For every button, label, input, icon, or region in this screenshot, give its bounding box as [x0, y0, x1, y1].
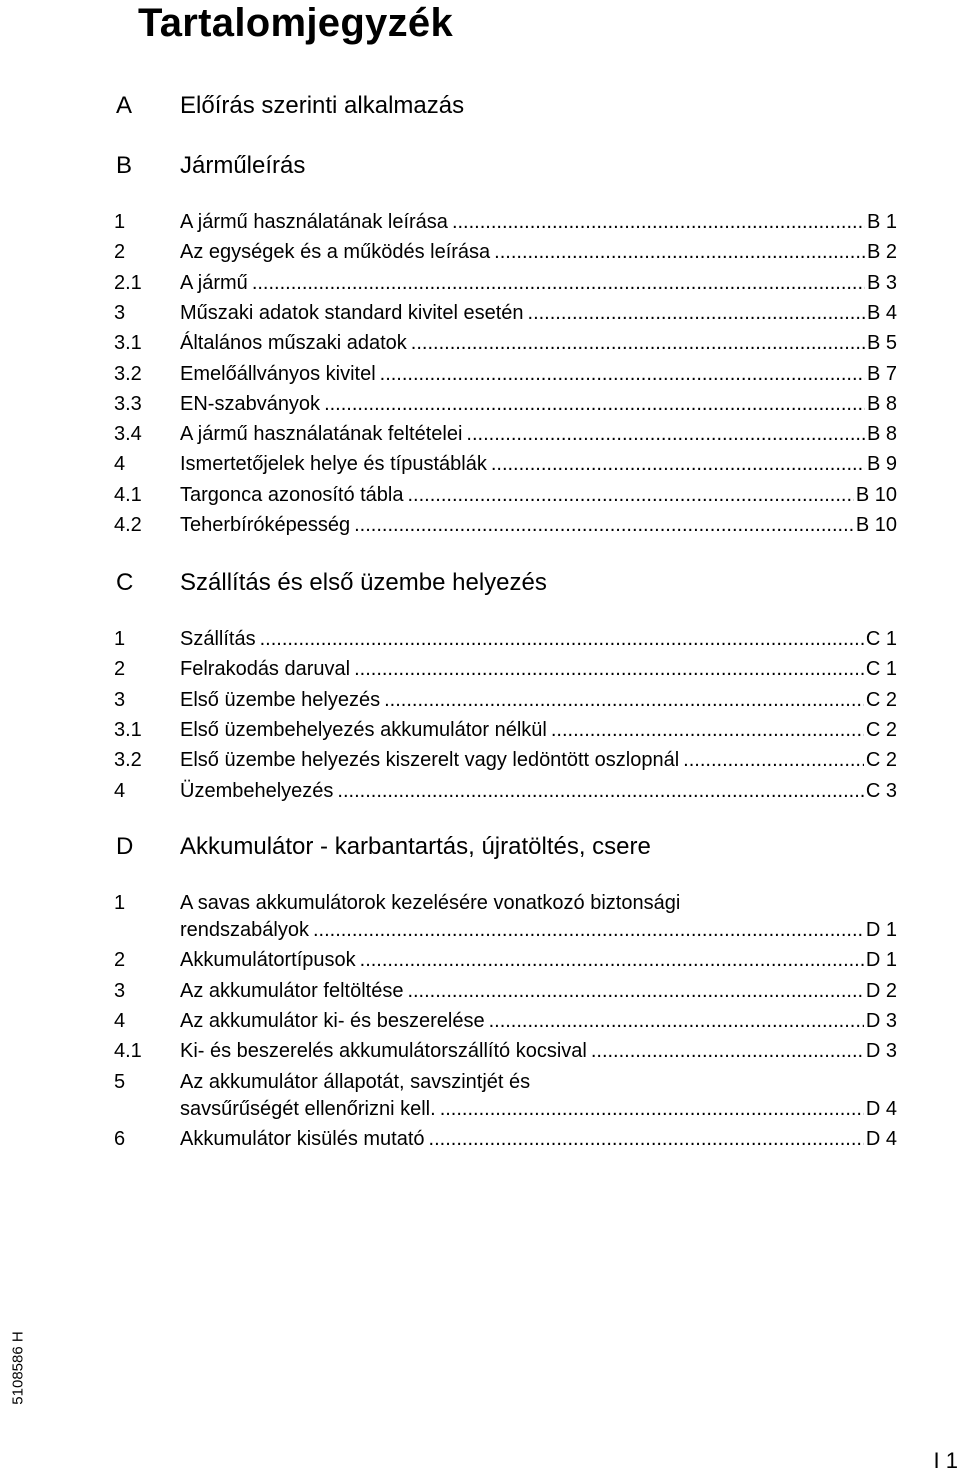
dot-leader [252, 269, 865, 297]
entry-title: A jármű használatának leírása [180, 211, 448, 233]
section-title: Szállítás és első üzembe helyezés [180, 569, 547, 596]
entry-title: Akkumulátortípusok [180, 949, 356, 972]
entry-title: A savas akkumulátorok kezelésére vonatkozó biztonsági [180, 892, 681, 914]
entry-body [180, 1125, 897, 1152]
entry-page: D 3 [865, 1040, 897, 1063]
entry-number: 3.2 [114, 749, 142, 772]
section-letter: C [116, 569, 134, 596]
entry-title: Általános műszaki adatok [180, 332, 407, 355]
dot-leader [489, 1007, 864, 1035]
entry-page: B 10 [855, 483, 897, 506]
dot-leader [313, 916, 864, 944]
entry-title: savsűrűségét ellenőrizni kell. [180, 1097, 436, 1120]
entry-title: A jármű [180, 271, 248, 294]
entry-body [180, 977, 897, 1004]
section-heading [0, 149, 960, 183]
section-letter: D [116, 833, 134, 860]
entry-title: Akkumulátor kisülés mutató [180, 1127, 425, 1150]
entry-number: 4 [114, 1009, 126, 1032]
dot-leader [407, 977, 863, 1005]
entry-body [180, 329, 897, 356]
entry-title: Első üzembe helyezés [180, 688, 381, 711]
dot-leader [491, 450, 865, 478]
dot-leader [591, 1037, 864, 1065]
entry-body [180, 420, 897, 447]
entry-page: B 8 [866, 392, 897, 415]
dot-leader [337, 777, 863, 805]
entry-page: D 3 [865, 1009, 897, 1032]
section-heading [0, 566, 960, 600]
section-letter: B [116, 152, 133, 179]
entry-page: B 3 [866, 271, 897, 294]
entry-page: C 2 [865, 749, 897, 772]
entry-body [180, 390, 897, 417]
entry-title: rendszabályok [180, 919, 309, 941]
dot-leader [494, 238, 865, 266]
entry-page: C 1 [865, 628, 897, 650]
entry-page: B 4 [866, 301, 897, 324]
entry-number: 3.4 [114, 423, 142, 446]
entry-body [180, 450, 897, 477]
entry-body [180, 511, 897, 538]
entry-page: C 1 [865, 658, 897, 681]
entry-number: 2 [114, 949, 126, 972]
entry-page: C 2 [865, 688, 897, 711]
entry-page: B 8 [866, 423, 897, 446]
dot-leader [528, 299, 865, 327]
entry-title: Ismertetőjelek helye és típustáblák [180, 453, 487, 476]
document-number: 5108586 H [9, 1331, 27, 1405]
entry-page: B 5 [866, 332, 897, 355]
entry-number: 3 [114, 301, 126, 324]
entry-page: D 2 [865, 979, 897, 1002]
entry-page: B 1 [866, 211, 897, 233]
dot-leader [466, 420, 865, 448]
entry-number: 6 [114, 1127, 126, 1150]
dot-leader [324, 390, 865, 418]
entry-title: Teherbíróképesség [180, 514, 351, 536]
entry-page: D 4 [865, 1127, 897, 1150]
entry-body [180, 655, 897, 682]
entry-title: Műszaki adatok standard kivitel esetén [180, 301, 524, 324]
entry-page: D 1 [865, 919, 897, 941]
dot-leader [380, 360, 865, 388]
entry-title: Az egységek és a működés leírása [180, 241, 491, 264]
entry-page: D 4 [865, 1097, 897, 1120]
entry-number: 5 [114, 1070, 126, 1093]
entry-number: 4 [114, 453, 126, 476]
entry-number: 2 [114, 241, 126, 264]
entry-title: EN-szabványok [180, 392, 321, 415]
section-heading [0, 830, 960, 864]
entry-title: A jármű használatának feltételei [180, 423, 463, 446]
entry-body [180, 625, 897, 652]
entry-title: Az akkumulátor állapotát, savszintjét és [180, 1070, 531, 1093]
entry-number: 3.1 [114, 332, 142, 355]
entry-title: Első üzembe helyezés kiszerelt vagy ledöntött oszlopnál [180, 749, 680, 772]
dot-leader [440, 1095, 864, 1123]
entry-title: Emelőállványos kivitel [180, 362, 376, 385]
entry-number: 1 [114, 211, 126, 233]
entry-number: 4.1 [114, 1040, 142, 1063]
entry-body [180, 269, 897, 296]
entry-body [180, 946, 897, 973]
entry-number: 4.2 [114, 514, 142, 536]
entry-title: Üzembehelyezés [180, 779, 334, 802]
section-heading [0, 89, 960, 123]
dot-leader [551, 716, 864, 744]
entry-number: 3.3 [114, 392, 142, 415]
entry-body [180, 299, 897, 326]
dot-leader [354, 511, 854, 539]
page-number: I 1 [933, 1448, 958, 1473]
dot-leader [452, 208, 865, 236]
entry-number: 1 [114, 892, 126, 914]
entry-body [180, 889, 897, 943]
entry-body [180, 208, 897, 235]
dot-leader [354, 655, 864, 683]
entry-number: 4 [114, 779, 126, 802]
entry-page: B 9 [866, 453, 897, 476]
entry-number: 3.2 [114, 362, 142, 385]
entry-title: Szállítás [180, 628, 256, 650]
entry-number: 3 [114, 688, 126, 711]
entry-body [180, 746, 897, 773]
entry-number: 3.1 [114, 718, 142, 741]
dot-leader [429, 1125, 864, 1153]
dot-leader [384, 686, 864, 714]
section-title: Járműleírás [180, 152, 306, 179]
dot-leader [411, 329, 865, 357]
entry-title: Ki- és beszerelés akkumulátorszállító kocsival [180, 1040, 587, 1063]
entry-title: Az akkumulátor ki- és beszerelése [180, 1009, 485, 1032]
entry-page: D 1 [865, 949, 897, 972]
entry-page: B 7 [866, 362, 897, 385]
entry-title: Felrakodás daruval [180, 658, 351, 681]
entry-page: C 3 [865, 779, 897, 802]
dot-leader [408, 481, 854, 509]
entry-body [180, 1068, 897, 1122]
entry-body [180, 777, 897, 804]
entry-number: 3 [114, 979, 126, 1002]
entry-page: B 10 [855, 514, 897, 536]
page-title: Tartalomjegyzék [138, 1, 453, 45]
dot-leader [683, 746, 864, 774]
entry-page: B 2 [866, 241, 897, 264]
entry-title: Első üzembehelyezés akkumulátor nélkül [180, 718, 547, 741]
section-title: Akkumulátor - karbantartás, újratöltés, csere [180, 833, 651, 860]
entry-title: Az akkumulátor feltöltése [180, 979, 404, 1002]
entry-page: C 2 [865, 718, 897, 741]
dot-leader [360, 946, 864, 974]
section-title: Előírás szerinti alkalmazás [180, 92, 465, 119]
entry-body [180, 1007, 897, 1034]
entry-number: 1 [114, 628, 126, 650]
entry-body [180, 716, 897, 743]
entry-number: 2.1 [114, 271, 142, 294]
entry-body [180, 360, 897, 387]
entry-body [180, 238, 897, 265]
section-letter: A [116, 92, 133, 119]
entry-body [180, 1037, 897, 1064]
entry-number: 2 [114, 658, 126, 681]
entry-number: 4.1 [114, 483, 142, 506]
entry-title: Targonca azonosító tábla [180, 483, 404, 506]
entry-body [180, 481, 897, 508]
dot-leader [260, 625, 864, 653]
entry-body [180, 686, 897, 713]
